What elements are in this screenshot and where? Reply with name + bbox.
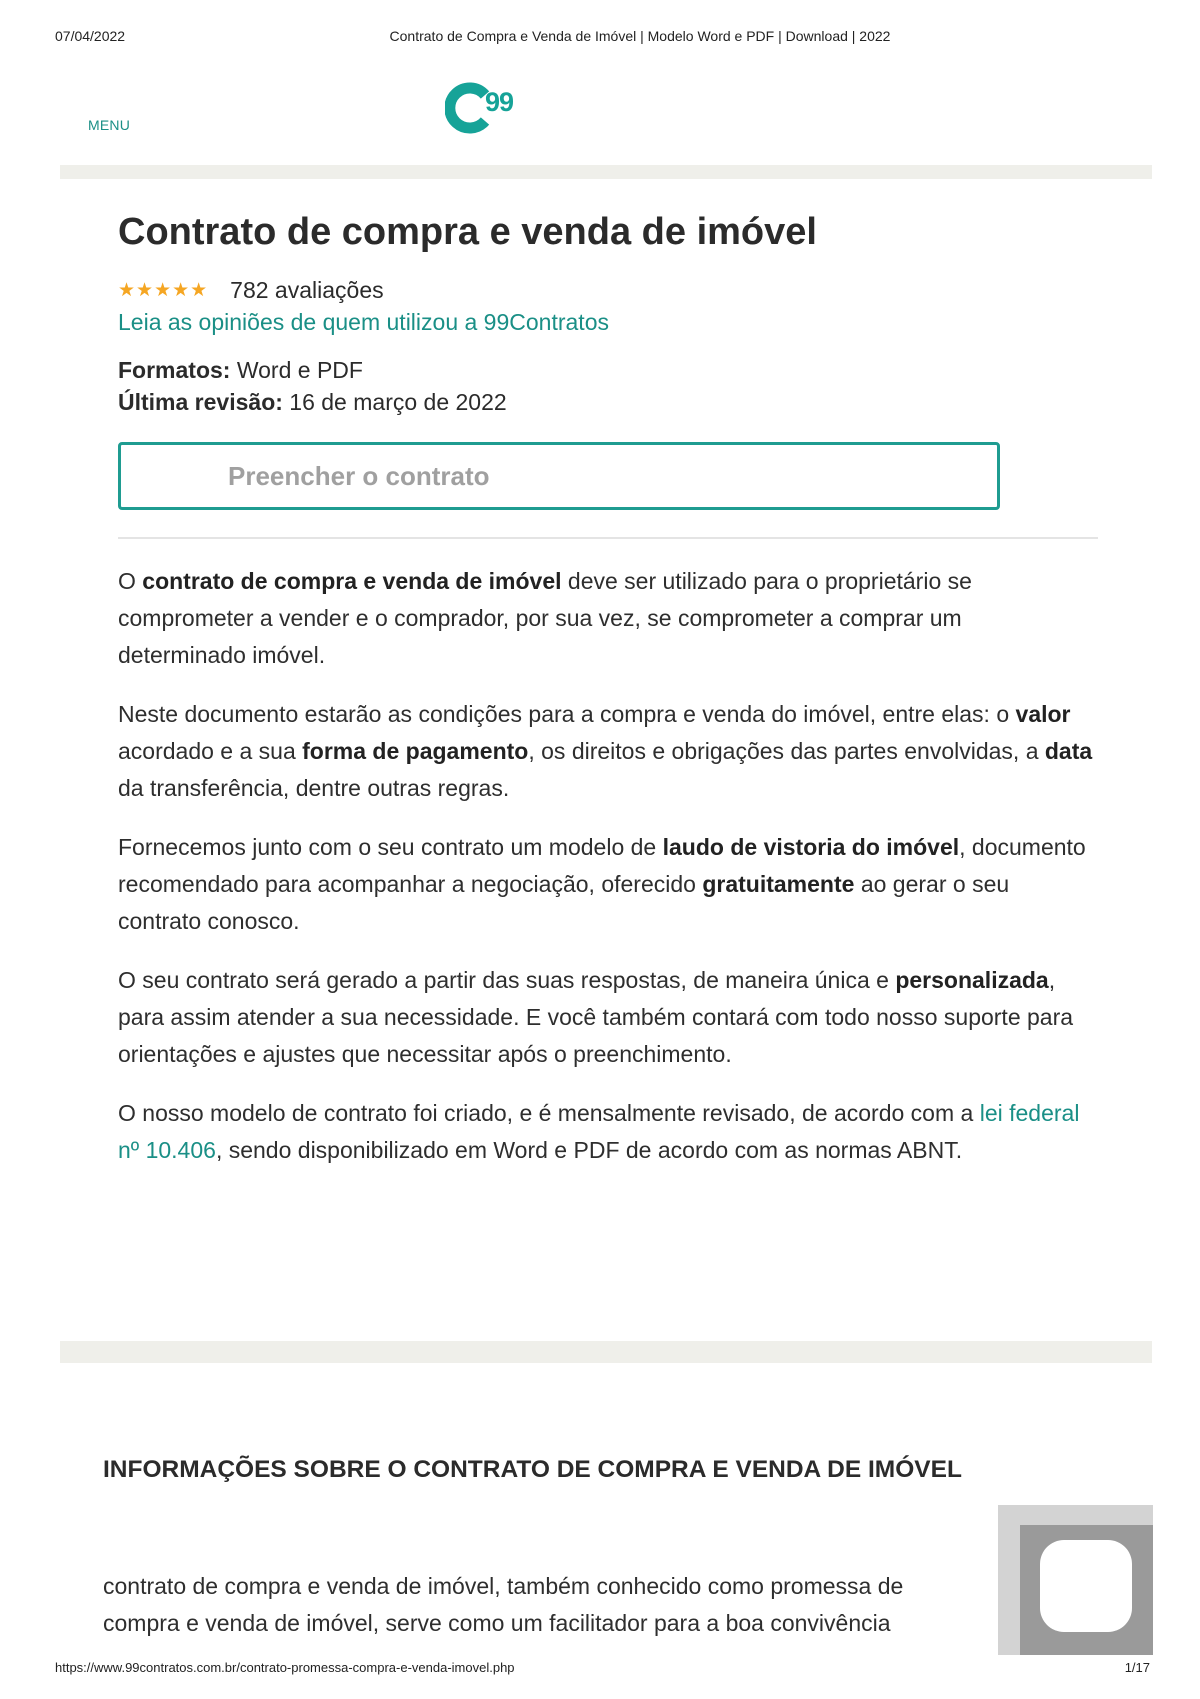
paragraph-5 — [118, 1095, 1093, 1169]
reviews-count: 782 avaliações — [230, 276, 384, 303]
menu-link[interactable]: MENU — [88, 117, 131, 133]
chat-widget-inner — [1020, 1525, 1153, 1655]
text: , os direitos e obrigações das partes envolvidas, a — [528, 738, 1045, 764]
page-title: Contrato de compra e venda de imóvel — [118, 211, 817, 253]
formats-row — [118, 354, 1093, 386]
text: acordado e a sua — [118, 738, 303, 764]
paragraph-3 — [118, 829, 1093, 940]
text: O seu contrato será gerado a partir das suas respostas, de maneira única e — [118, 967, 896, 993]
print-footer — [55, 1660, 1150, 1680]
contract-meta — [118, 354, 1093, 418]
revision-value: 16 de março de 2022 — [289, 389, 507, 415]
bold-text: forma de pagamento — [302, 738, 529, 764]
reviews-link[interactable]: Leia as opiniões de quem utilizou a 99Contratos — [118, 309, 609, 335]
bold-text: contrato de compra e venda de imóvel — [142, 568, 562, 594]
text: Neste documento estarão as condições para a compra e venda do imóvel, entre elas: o — [118, 701, 1016, 727]
text: ao gerar o seu contrato conosco. — [118, 871, 1010, 934]
bold-text: valor — [1015, 701, 1071, 727]
top-band-divider — [60, 165, 1152, 179]
bold-text: laudo de vistoria do imóvel — [662, 834, 960, 860]
logo-text: 99 — [485, 87, 514, 117]
text: da transferência, dentre outras regras. — [118, 775, 510, 801]
revision-row — [118, 386, 1093, 418]
text: , documento recomendado para acompanhar a negociação, oferecido — [118, 834, 1086, 897]
bold-text: gratuitamente — [702, 871, 855, 897]
text: O nosso modelo de contrato foi criado, e é mensalmente revisado, de acordo com a — [118, 1100, 980, 1126]
bold-text: data — [1044, 738, 1093, 764]
paragraph-1 — [118, 563, 1093, 674]
chat-bubble-icon — [1040, 1540, 1132, 1632]
text: Fornecemos junto com o seu contrato um modelo de — [118, 834, 663, 860]
main-content — [118, 200, 1093, 1169]
star-icon: ★★★★★ — [118, 279, 209, 301]
text: , para assim atender a sua necessidade. E você também contará com todo nosso suporte para orientações e ajustes que necessitar após o preenchimento. — [118, 967, 1074, 1067]
law-link[interactable]: lei federal nº 10.406 — [118, 1100, 1080, 1163]
print-title: Contrato de Compra e Venda de Imóvel | Modelo Word e PDF | Download | 2022 — [389, 28, 891, 44]
text: O — [118, 568, 143, 594]
formats-label: Formatos: — [118, 357, 231, 383]
revision-label: Última revisão: — [118, 389, 283, 415]
text: , sendo disponibilizado em Word e PDF de acordo com as normas ABNT. — [215, 1137, 963, 1163]
chat-widget[interactable] — [998, 1505, 1153, 1655]
fill-contract-button[interactable]: Preencher o contrato — [118, 442, 1000, 510]
formats-value: Word e PDF — [236, 357, 363, 383]
bold-text: personalizada — [895, 967, 1049, 993]
paragraph-2 — [118, 696, 1093, 807]
print-date: 07/04/2022 — [55, 28, 126, 44]
text: deve ser utilizado para o proprietário se comprometer a vender e o comprador, por sua vez, se comprometer a comprar um determinado imóvel. — [118, 568, 972, 668]
print-header — [55, 28, 1145, 48]
print-page-number: 1/17 — [1124, 1660, 1150, 1675]
print-url: https://www.99contratos.com.br/contrato-promessa-compra-e-venda-imovel.php — [55, 1660, 515, 1675]
section-title: INFORMAÇÕES SOBRE O CONTRATO DE COMPRA E VENDA DE IMÓVEL — [103, 1456, 962, 1483]
paragraph-4 — [118, 962, 1093, 1073]
rating-row — [118, 274, 1093, 306]
section-divider — [118, 537, 1098, 539]
section-intro: contrato de compra e venda de imóvel, também conhecido como promessa de compra e venda de imóvel, serve como um facilitador para a boa convivência — [103, 1573, 904, 1636]
bottom-band-divider — [60, 1341, 1152, 1363]
site-logo[interactable] — [445, 82, 535, 134]
